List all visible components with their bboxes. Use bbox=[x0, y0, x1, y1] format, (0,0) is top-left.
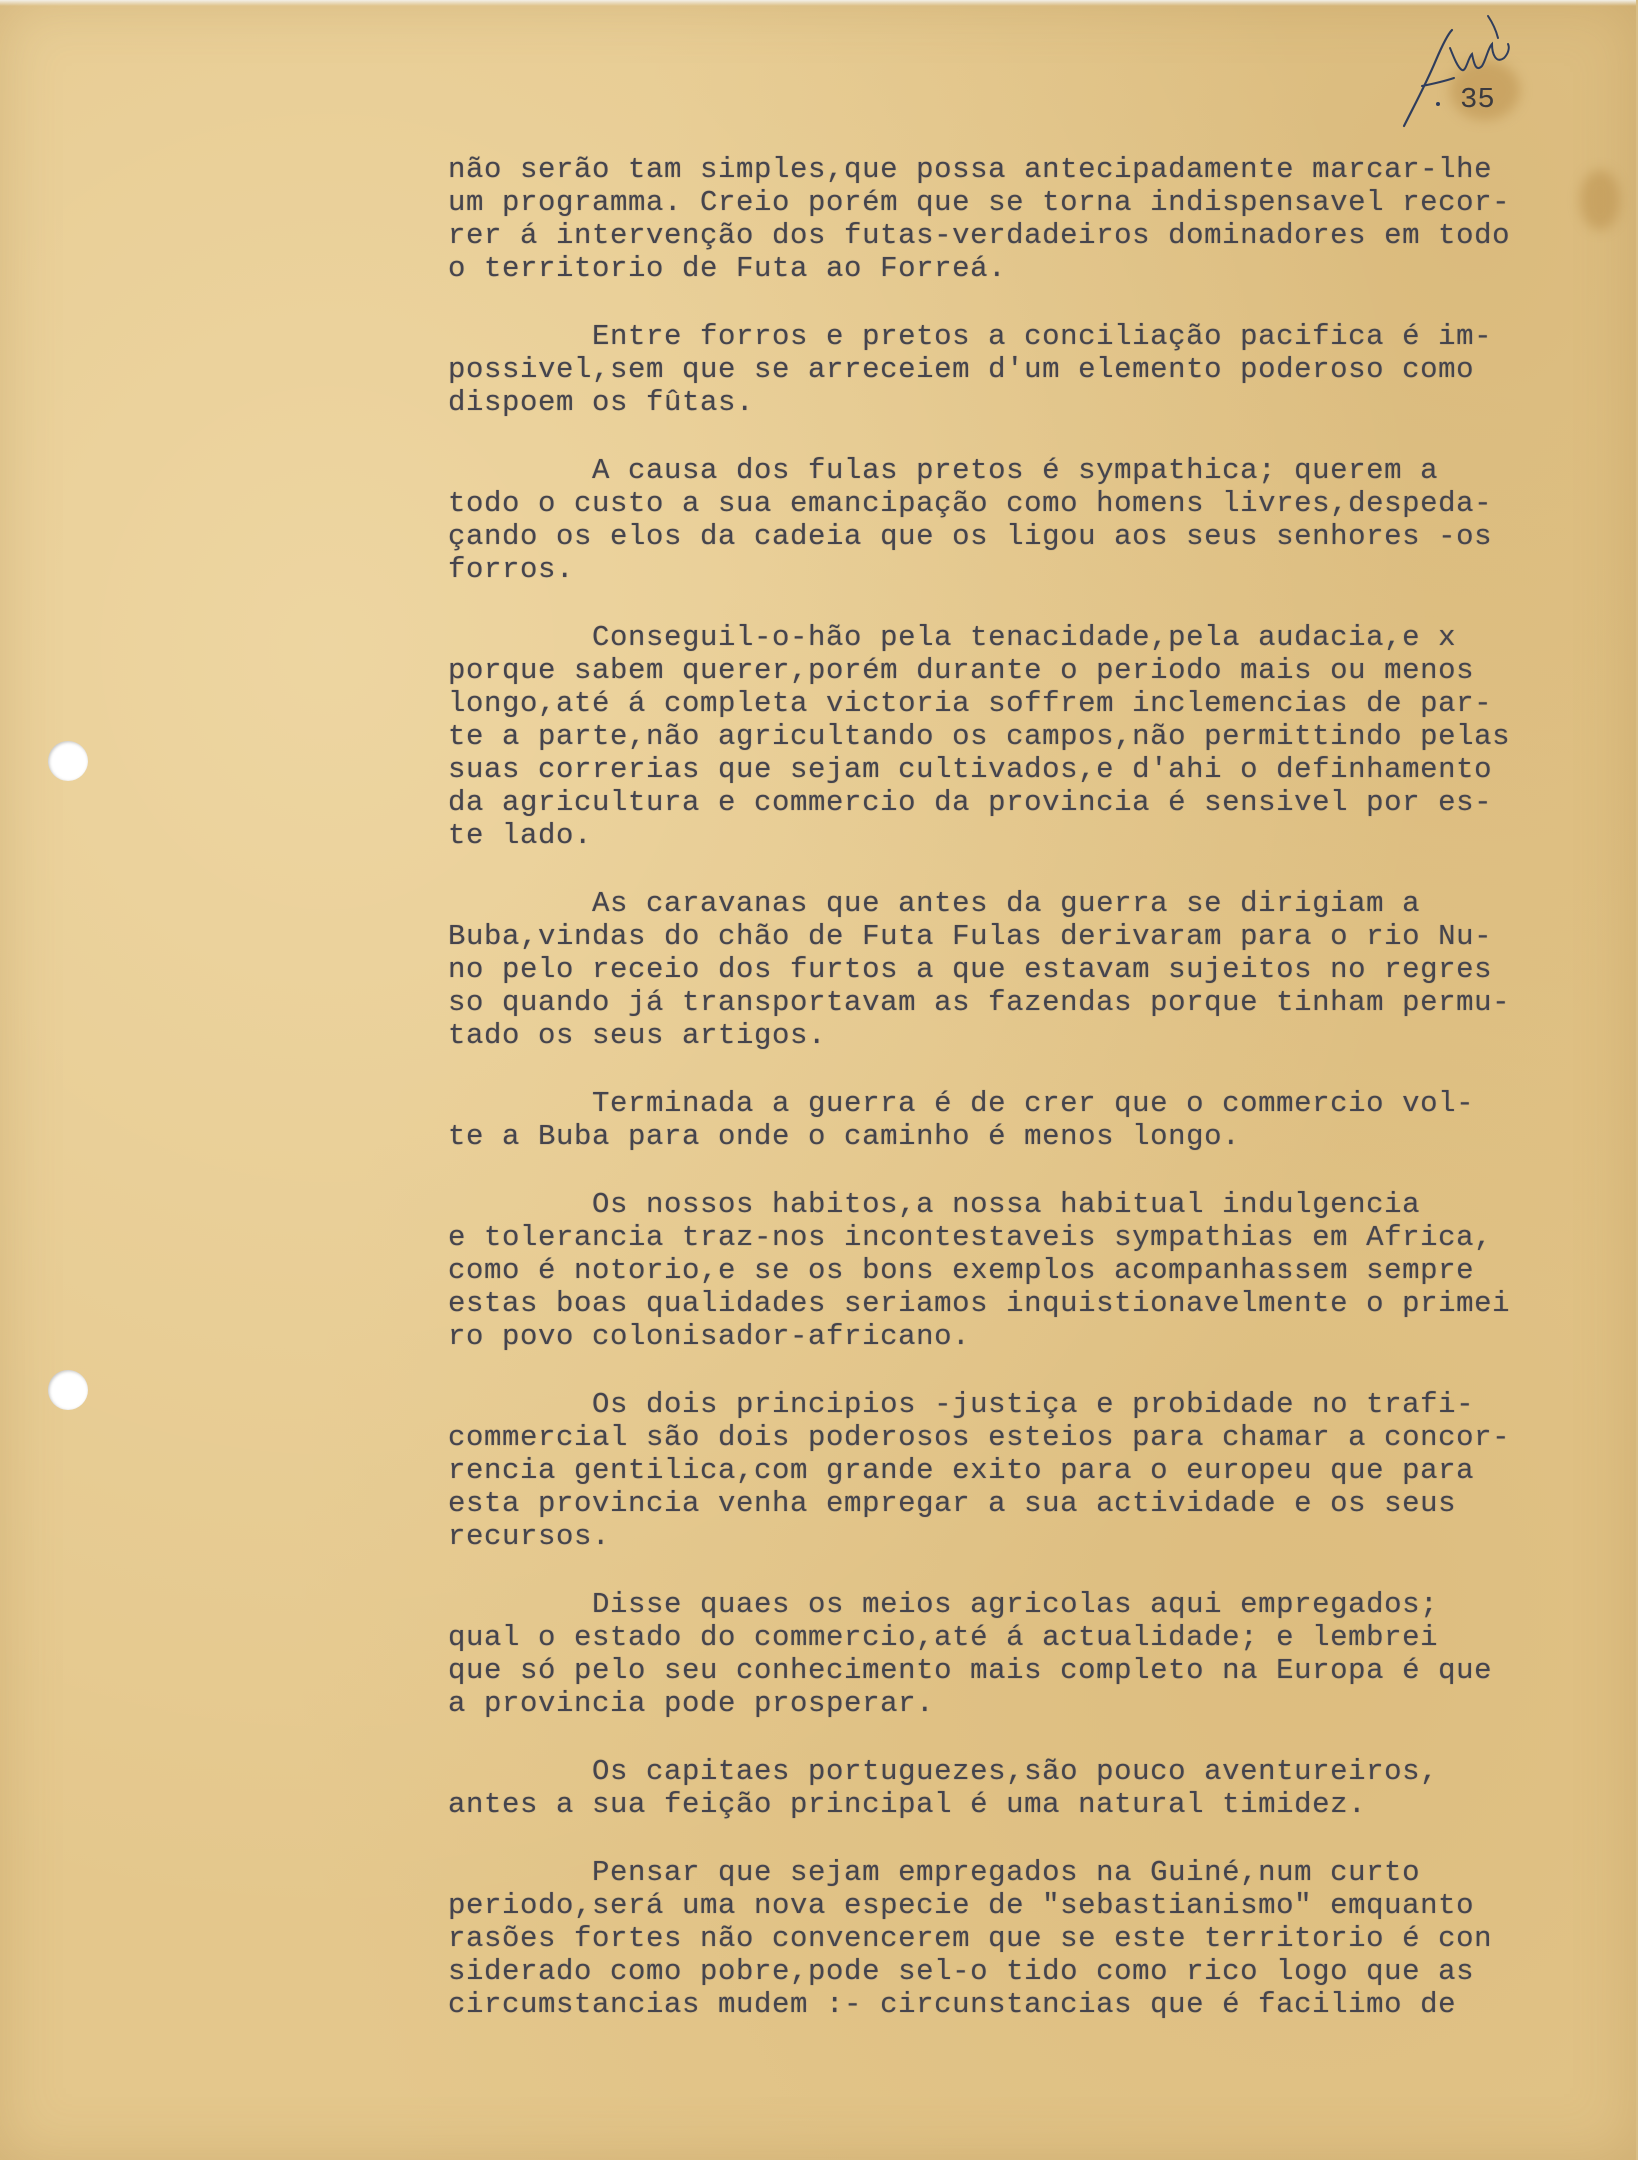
text-line: A causa dos fulas pretos é sympathica; querem a bbox=[448, 454, 1439, 487]
paragraph bbox=[448, 454, 1638, 586]
text-line: tado os seus artigos. bbox=[448, 1019, 827, 1052]
text-line: rer á intervenção dos futas-verdadeiros dominadores em todo bbox=[448, 219, 1511, 252]
text-line: Buba,vindas do chão de Futa Fulas derivaram para o rio Nu- bbox=[448, 920, 1493, 953]
text-line: forros. bbox=[448, 553, 575, 586]
text-line: um programma. Creio porém que se torna indispensavel recor- bbox=[448, 186, 1511, 219]
text-line: antes a sua feição principal é uma natural timidez. bbox=[448, 1788, 1367, 1821]
text-line: As caravanas que antes da guerra se dirigiam a bbox=[448, 887, 1421, 920]
text-line: dispoem os fûtas. bbox=[448, 386, 755, 419]
text-line: circumstancias mudem :- circunstancias que é facilimo de bbox=[448, 1988, 1457, 2021]
punch-hole bbox=[48, 1370, 88, 1410]
text-line: no pelo receio dos furtos a que estavam sujeitos no regres bbox=[448, 953, 1493, 986]
text-line: não serão tam simples,que possa antecipadamente marcar-lhe bbox=[448, 153, 1493, 186]
text-line: ro povo colonisador-africano. bbox=[448, 1320, 971, 1353]
text-line: que só pelo seu conhecimento mais completo na Europa é que bbox=[448, 1654, 1493, 1687]
page-number: 35 bbox=[1460, 83, 1495, 116]
text-line: te a parte,não agricultando os campos,não permittindo pelas bbox=[448, 720, 1511, 753]
text-line: da agricultura e commercio da provincia é sensivel por es- bbox=[448, 786, 1493, 819]
text-line: te lado. bbox=[448, 819, 593, 852]
paragraph bbox=[448, 621, 1638, 852]
text-line: Os dois principios -justiça e probidade no trafi- bbox=[448, 1388, 1475, 1421]
text-line: recursos. bbox=[448, 1520, 611, 1553]
text-line: rasões fortes não convencerem que se este territorio é con bbox=[448, 1922, 1493, 1955]
text-line: te a Buba para onde o caminho é menos longo. bbox=[448, 1120, 1241, 1153]
text-line: Conseguil-o-hão pela tenacidade,pela audacia,e x bbox=[448, 621, 1457, 654]
punch-hole bbox=[48, 741, 88, 781]
paragraph bbox=[448, 1087, 1638, 1153]
text-line: longo,até á completa victoria soffrem inclemencias de par- bbox=[448, 687, 1493, 720]
text-line: Os capitaes portuguezes,são pouco aventureiros, bbox=[448, 1755, 1439, 1788]
paragraph bbox=[448, 1388, 1638, 1553]
paragraph bbox=[448, 887, 1638, 1052]
text-line: rencia gentilica,com grande exito para o europeu que para bbox=[448, 1454, 1475, 1487]
text-line: a provincia pode prosperar. bbox=[448, 1687, 935, 1720]
typed-body-text bbox=[448, 153, 1638, 2056]
paragraph bbox=[448, 1588, 1638, 1720]
text-line: Pensar que sejam empregados na Guiné,num curto bbox=[448, 1856, 1421, 1889]
text-line: possivel,sem que se arreceiem d'um elemento poderoso como bbox=[448, 353, 1475, 386]
text-line: qual o estado do commercio,até á actualidade; e lembrei bbox=[448, 1621, 1439, 1654]
text-line: Disse quaes os meios agricolas aqui empregados; bbox=[448, 1588, 1439, 1621]
text-line: todo o custo a sua emancipação como homens livres,despeda- bbox=[448, 487, 1493, 520]
text-line: estas boas qualidades seriamos inquistionavelmente o primei bbox=[448, 1287, 1511, 1320]
paragraph bbox=[448, 1188, 1638, 1353]
text-line: porque sabem querer,porém durante o periodo mais ou menos bbox=[448, 654, 1475, 687]
text-line: e tolerancia traz-nos incontestaveis sympathias em Africa, bbox=[448, 1221, 1493, 1254]
text-line: o territorio de Futa ao Forreá. bbox=[448, 252, 1007, 285]
text-line: so quando já transportavam as fazendas porque tinham permu- bbox=[448, 986, 1511, 1019]
text-line: suas correrias que sejam cultivados,e d'ahi o definhamento bbox=[448, 753, 1493, 786]
text-line: esta provincia venha empregar a sua actividade e os seus bbox=[448, 1487, 1457, 1520]
text-line: Os nossos habitos,a nossa habitual indulgencia bbox=[448, 1188, 1421, 1221]
text-line: periodo,será uma nova especie de "sebastianismo" emquanto bbox=[448, 1889, 1475, 1922]
paragraph bbox=[448, 1856, 1638, 2021]
text-line: como é notorio,e se os bons exemplos acompanhassem sempre bbox=[448, 1254, 1475, 1287]
text-line: çando os elos da cadeia que os ligou aos seus senhores -os bbox=[448, 520, 1493, 553]
text-line: commercial são dois poderosos esteios para chamar a concor- bbox=[448, 1421, 1511, 1454]
text-line: Terminada a guerra é de crer que o commercio vol- bbox=[448, 1087, 1475, 1120]
page-top-edge bbox=[0, 0, 1636, 6]
paragraph bbox=[448, 1755, 1638, 1821]
text-line: siderado como pobre,pode sel-o tido como rico logo que as bbox=[448, 1955, 1475, 1988]
paragraph bbox=[448, 153, 1638, 285]
text-line: Entre forros e pretos a conciliação pacifica é im- bbox=[448, 320, 1493, 353]
paragraph bbox=[448, 320, 1638, 419]
